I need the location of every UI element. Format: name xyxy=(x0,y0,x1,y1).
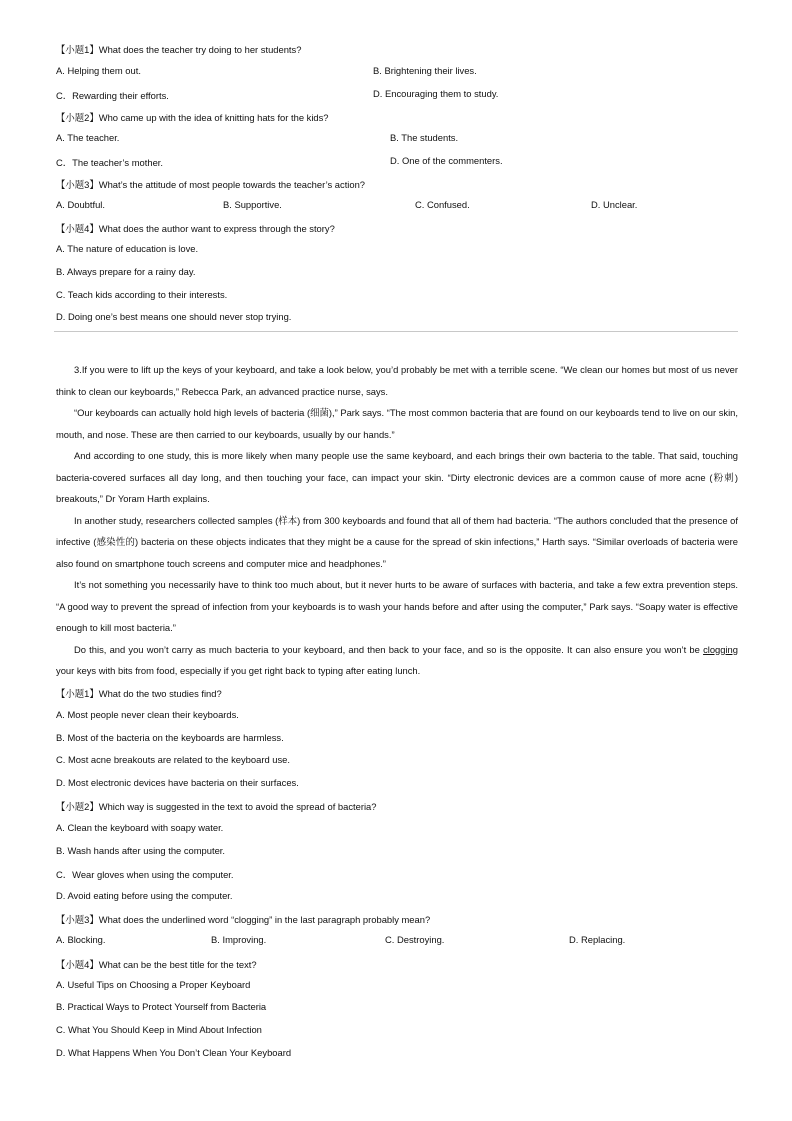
question-stem: 【小题1】What do the two studies find? xyxy=(56,688,222,699)
option-a: A. Clean the keyboard with soapy water. xyxy=(56,822,224,833)
option-row xyxy=(0,132,792,146)
paragraph-text: Do this, and you won’t carry as much bacteria to your keyboard, and then back to your face, and so is the opposite. It can also ensure you won’t be xyxy=(74,643,704,655)
question-stem: 【小题4】What can be the best title for the text? xyxy=(56,959,257,970)
section-divider xyxy=(54,331,738,332)
paragraph: It’s not something you necessarily have to think too much about, but it never hurts to be aware of surfaces with bacteria, and take a few extra prevention steps. “A good way to prevent the spread of infection from your keyboards is to wash your hands before and after using the computer,” Park says. “Soapy water is effective enough to kill most bacteria.” xyxy=(56,579,738,633)
paragraph-text: your keys with bits from food, especially if you get right back to typing after eating lunch. xyxy=(56,665,421,676)
underlined-word: clogging xyxy=(703,643,738,655)
paragraph xyxy=(56,639,738,682)
option-b: B. Brightening their lives. xyxy=(373,65,477,76)
option-c: C. Most acne breakouts are related to the keyboard use. xyxy=(56,754,290,765)
question-stem: 【小题2】Which way is suggested in the text to avoid the spread of bacteria? xyxy=(56,801,377,812)
option-a: A. Blocking. xyxy=(56,934,106,945)
question-stem: 【小题3】What’s the attitude of most people towards the teacher’s action? xyxy=(56,179,366,190)
option-a: A. The nature of education is love. xyxy=(56,243,199,254)
option-b: B. Practical Ways to Protect Yourself from Bacteria xyxy=(56,1001,267,1012)
option-b: B. Supportive. xyxy=(223,199,282,210)
passage-3 xyxy=(56,359,738,682)
option-c: C．Wear gloves when using the computer. xyxy=(56,869,234,880)
option-row xyxy=(0,88,792,102)
option-c: C．The teacher’s mother. xyxy=(56,157,163,168)
question-stem: 【小题3】What does the underlined word “clogging” in the last paragraph probably mean? xyxy=(56,914,431,925)
option-a: A. Most people never clean their keyboards. xyxy=(56,709,239,720)
option-d: D. Avoid eating before using the computer. xyxy=(56,890,233,901)
option-d: D. Encouraging them to study. xyxy=(373,88,499,99)
option-c: C．Rewarding their efforts. xyxy=(56,90,169,101)
paragraph: 3.If you were to lift up the keys of your keyboard, and take a look below, you’d probably be met with a terrible scene. “We clean our homes but most of us never think to clean our keyboards,” Rebecca Park, an advanced practice nurse, says. xyxy=(56,364,738,397)
question-stem: 【小题1】What does the teacher try doing to her students? xyxy=(56,44,302,55)
question-stem: 【小题2】Who came up with the idea of knitting hats for the kids? xyxy=(56,112,329,123)
option-a: A. The teacher. xyxy=(56,132,120,143)
paragraph: And according to one study, this is more likely when many people use the same keyboard, and each brings their own bacteria to the table. That said, touching bacteria-covered surfaces all day long, and then touching your face, can impact your skin. “Dirty electronic devices are a common cause of more acne (粉刺) breakouts,” Dr Yoram Harth explains. xyxy=(56,450,738,504)
option-c: C. Confused. xyxy=(415,199,470,210)
option-row xyxy=(0,155,792,169)
option-a: A. Doubtful. xyxy=(56,199,105,210)
option-row xyxy=(0,65,792,79)
option-a: A. Useful Tips on Choosing a Proper Keyboard xyxy=(56,979,251,990)
option-d: D. One of the commenters. xyxy=(390,155,503,166)
option-d: D. Doing one’s best means one should never stop trying. xyxy=(56,311,292,322)
paragraph: In another study, researchers collected samples (样本) from 300 keyboards and found that all of them had bacteria. “The authors concluded that the presence of infective (感染性的) bacteria on these objects indicates that they might be a cause for the spread of skin infections,” Harth says. “Similar overloads of bacteria were also found on smartphone touch screens and computer mice and headphones.” xyxy=(56,514,738,569)
option-d: D. What Happens When You Don’t Clean Your Keyboard xyxy=(56,1047,292,1058)
option-c: C. Teach kids according to their interests. xyxy=(56,289,228,300)
option-b: B. Always prepare for a rainy day. xyxy=(56,266,196,277)
option-b: B. Wash hands after using the computer. xyxy=(56,845,226,856)
option-a: A. Helping them out. xyxy=(56,65,141,76)
option-d: D. Most electronic devices have bacteria on their surfaces. xyxy=(56,777,299,788)
option-c: C. What You Should Keep in Mind About Infection xyxy=(56,1024,262,1035)
option-c: C. Destroying. xyxy=(385,934,445,945)
option-d: D. Unclear. xyxy=(591,199,638,210)
option-row xyxy=(0,934,792,948)
option-b: B. Improving. xyxy=(211,934,267,945)
paragraph: “Our keyboards can actually hold high levels of bacteria (细菌),” Park says. “The most common bacteria that are found on our keyboards tend to live on our skin, mouth, and nose. These are then carried to our keyboards, usually by our hands.” xyxy=(56,407,738,440)
option-b: B. The students. xyxy=(390,132,459,143)
question-stem: 【小题4】What does the author want to express through the story? xyxy=(56,223,335,234)
option-d: D. Replacing. xyxy=(569,934,626,945)
option-b: B. Most of the bacteria on the keyboards are harmless. xyxy=(56,732,284,743)
option-row xyxy=(0,199,792,213)
